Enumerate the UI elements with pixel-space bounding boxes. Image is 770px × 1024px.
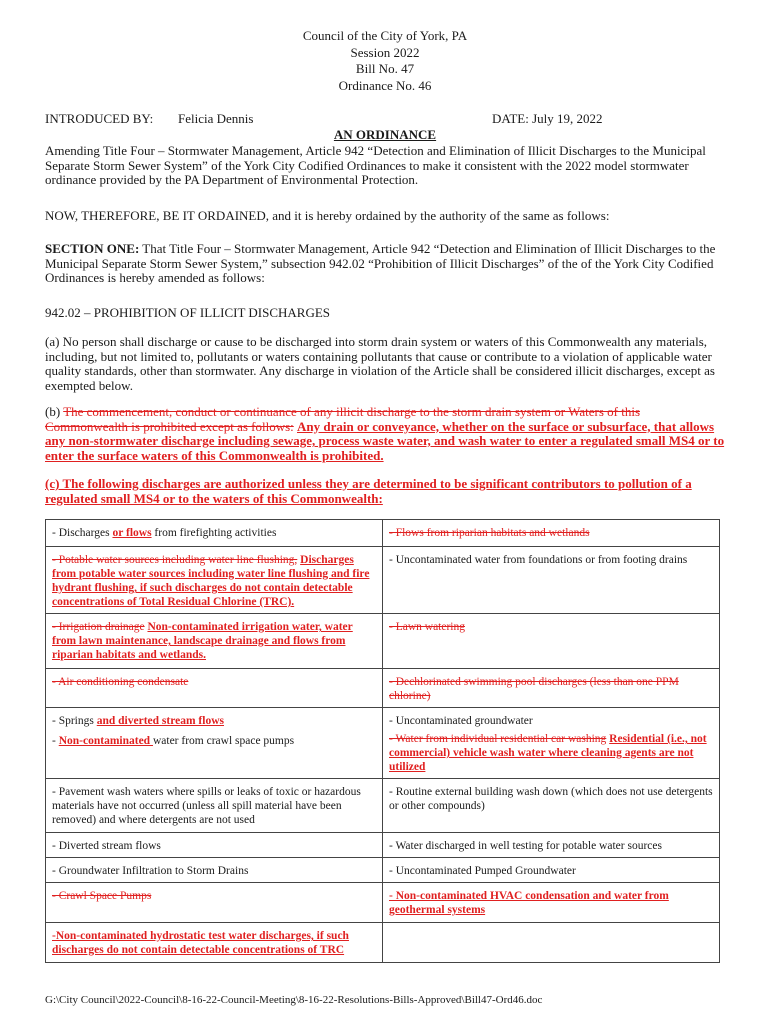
section-one xyxy=(45,242,725,286)
cell-text: - Uncontaminated water from foundations or from footing drains xyxy=(389,554,688,566)
table-row xyxy=(46,779,720,833)
table-cell xyxy=(46,858,383,883)
table-cell xyxy=(383,883,720,923)
table-cell xyxy=(46,708,383,779)
cell-inserted: Non-contaminated irrigation water, water from lawn maintenance, landscape drainage and flows from riparian habitats and wetlands. xyxy=(52,621,353,661)
table-cell xyxy=(383,779,720,833)
paragraph-b-inserted: Any drain or conveyance, whether on the surface or subsurface, that allows any non-stormwater discharge including sewage, process waste water, and wash water to enter a regulated small MS4 or to enter the surface waters of this Commonwealth is prohibited. xyxy=(45,418,725,463)
ordinance-number: Ordinance No. 46 xyxy=(338,77,432,93)
table-cell xyxy=(46,614,383,669)
table-cell xyxy=(46,923,383,963)
table-row xyxy=(46,833,720,858)
cell-deleted: - Irrigation drainage xyxy=(52,621,145,633)
section-one-label: SECTION ONE: xyxy=(45,241,140,256)
table-row xyxy=(46,708,720,779)
table-cell xyxy=(383,923,720,963)
cell-text: water from crawl space pumps xyxy=(152,735,295,747)
table-row xyxy=(46,858,720,883)
cell-text: - Springs xyxy=(52,715,97,727)
cell-deleted: - Air conditioning condensate xyxy=(52,676,189,688)
cell-text: - Discharges xyxy=(52,527,113,539)
cell-inserted: and diverted stream flows xyxy=(96,715,224,727)
intro-row xyxy=(45,111,725,127)
cell-deleted: - Potable water sources including water line flushing, xyxy=(52,554,298,566)
bill-number: Bill No. 47 xyxy=(355,61,415,76)
paragraph-b-prefix: (b) xyxy=(45,404,64,419)
table-row xyxy=(46,883,720,923)
table-cell xyxy=(46,833,383,858)
table-cell xyxy=(383,669,720,708)
table-cell xyxy=(46,669,383,708)
cell-deleted: - Lawn watering xyxy=(389,621,465,633)
table-cell xyxy=(383,614,720,669)
cell-line xyxy=(52,714,376,728)
cell-inserted: -Non-contaminated hydrostatic test water discharges, if such discharges do not contain detectable concentrations of TRC xyxy=(52,930,349,956)
table-row xyxy=(46,520,720,547)
cell-text: - Uncontaminated groundwater xyxy=(389,715,533,727)
cell-inserted: - Non-contaminated HVAC condensation and water from geothermal systems xyxy=(389,890,669,916)
cell-text: - Uncontaminated Pumped Groundwater xyxy=(389,865,576,877)
cell-inserted: Non-contaminated xyxy=(58,735,153,747)
council-name: Council of the City of York, PA xyxy=(302,28,468,43)
file-path-footer: G:\City Council\2022-Council\8-16-22-Council-Meeting\8-16-22-Resolutions-Bills-Approved\Bill47-Ord46.doc xyxy=(45,994,543,1006)
ordained-paragraph: NOW, THEREFORE, BE IT ORDAINED, and it is hereby ordained by the authority of the same as follows: xyxy=(45,208,610,223)
table-cell xyxy=(46,520,383,547)
session: Session 2022 xyxy=(350,44,420,60)
authorized-discharges-table xyxy=(45,519,720,963)
cell-line xyxy=(389,732,713,774)
table-cell xyxy=(383,547,720,614)
table-row xyxy=(46,547,720,614)
document-header xyxy=(0,28,770,94)
table-cell xyxy=(46,883,383,923)
paragraph-a: (a) No person shall discharge or cause to be discharged into storm drain system or waters of this Commonwealth any materials, including, but not limited to, pollutants or waters containing pollutants that cause or contribute to a violation of applicable water quality standards, other than stormwater. Any discharge in violation of the Article shall be considered illicit discharges, except as exempted below. xyxy=(45,334,715,393)
table-row xyxy=(46,614,720,669)
cell-text: - Routine external building wash down (which does not use detergents or other compounds) xyxy=(389,786,713,812)
paragraph-b-deleted: The commencement, conduct or continuance of any illicit discharge to the storm drain system or Waters of this Commonwealth is prohibited except as follows: xyxy=(45,404,640,434)
table-cell xyxy=(383,833,720,858)
section-one-text: That Title Four – Stormwater Management, Article 942 “Detection and Elimination of Illicit Discharges to the Municipal Separate Storm Sewer System,” subsection 942.02 “Prohibition of Illicit Discharges” of the of the York City Codified Ordinances is hereby amended as follows: xyxy=(45,241,716,285)
cell-deleted: - Dechlorinated swimming pool discharges (less than one PPM chlorine) xyxy=(389,676,679,702)
table-cell xyxy=(383,858,720,883)
cell-inserted: Residential (i.e., not commercial) vehicle wash water where cleaning agents are not utilized xyxy=(389,733,707,773)
cell-line xyxy=(52,734,376,748)
date: DATE: July 19, 2022 xyxy=(492,111,603,126)
cell-text: - Pavement wash waters where spills or leaks of toxic or hazardous materials have not occurred (unless all spill material have been removed) and where detergents are not used xyxy=(52,786,361,826)
introduced-label: INTRODUCED BY: xyxy=(45,111,154,126)
table-row xyxy=(46,923,720,963)
table-cell xyxy=(46,547,383,614)
cell-text: - Water discharged in well testing for potable water sources xyxy=(389,840,662,852)
cell-inserted: Discharges from potable water sources including water line flushing and fire hydrant flushing, if such discharges do not contain detectable concentrations of Total Residual Chlorine (TRC). xyxy=(52,554,370,608)
cell-text: - Diverted stream flows xyxy=(52,840,161,852)
introduced-name: Felicia Dennis xyxy=(178,111,254,126)
paragraph-c: (c) The following discharges are authorized unless they are determined to be significant contributors to pollution of a regulated small MS4 or to the waters of this Commonwealth: xyxy=(45,476,692,506)
ordinance-title: AN ORDINANCE xyxy=(333,127,437,142)
paragraph-b xyxy=(45,405,725,463)
amending-paragraph: Amending Title Four – Stormwater Management, Article 942 “Detection and Elimination of Illicit Discharges to the Municipal Separate Storm Sewer System” of the York City Codified Ordinances to make it consistent with the 2022 model stormwater ordinance provided by the PA Department of Environmental Protection. xyxy=(45,143,706,187)
cell-deleted: - Crawl Space Pumps xyxy=(52,890,152,902)
table-row xyxy=(46,669,720,708)
cell-deleted: - Water from individual residential car washing xyxy=(389,733,607,745)
cell-deleted: - Flows from riparian habitats and wetlands xyxy=(389,527,590,539)
cell-inserted: or flows xyxy=(112,527,152,539)
cell-text: - xyxy=(52,735,59,747)
subsection-heading: 942.02 – PROHIBITION OF ILLICIT DISCHARGES xyxy=(45,305,331,320)
table-cell xyxy=(383,708,720,779)
table-cell xyxy=(46,779,383,833)
cell-text: - Groundwater Infiltration to Storm Drains xyxy=(52,865,249,877)
cell-text: from firefighting activities xyxy=(151,527,277,539)
table-cell xyxy=(383,520,720,547)
